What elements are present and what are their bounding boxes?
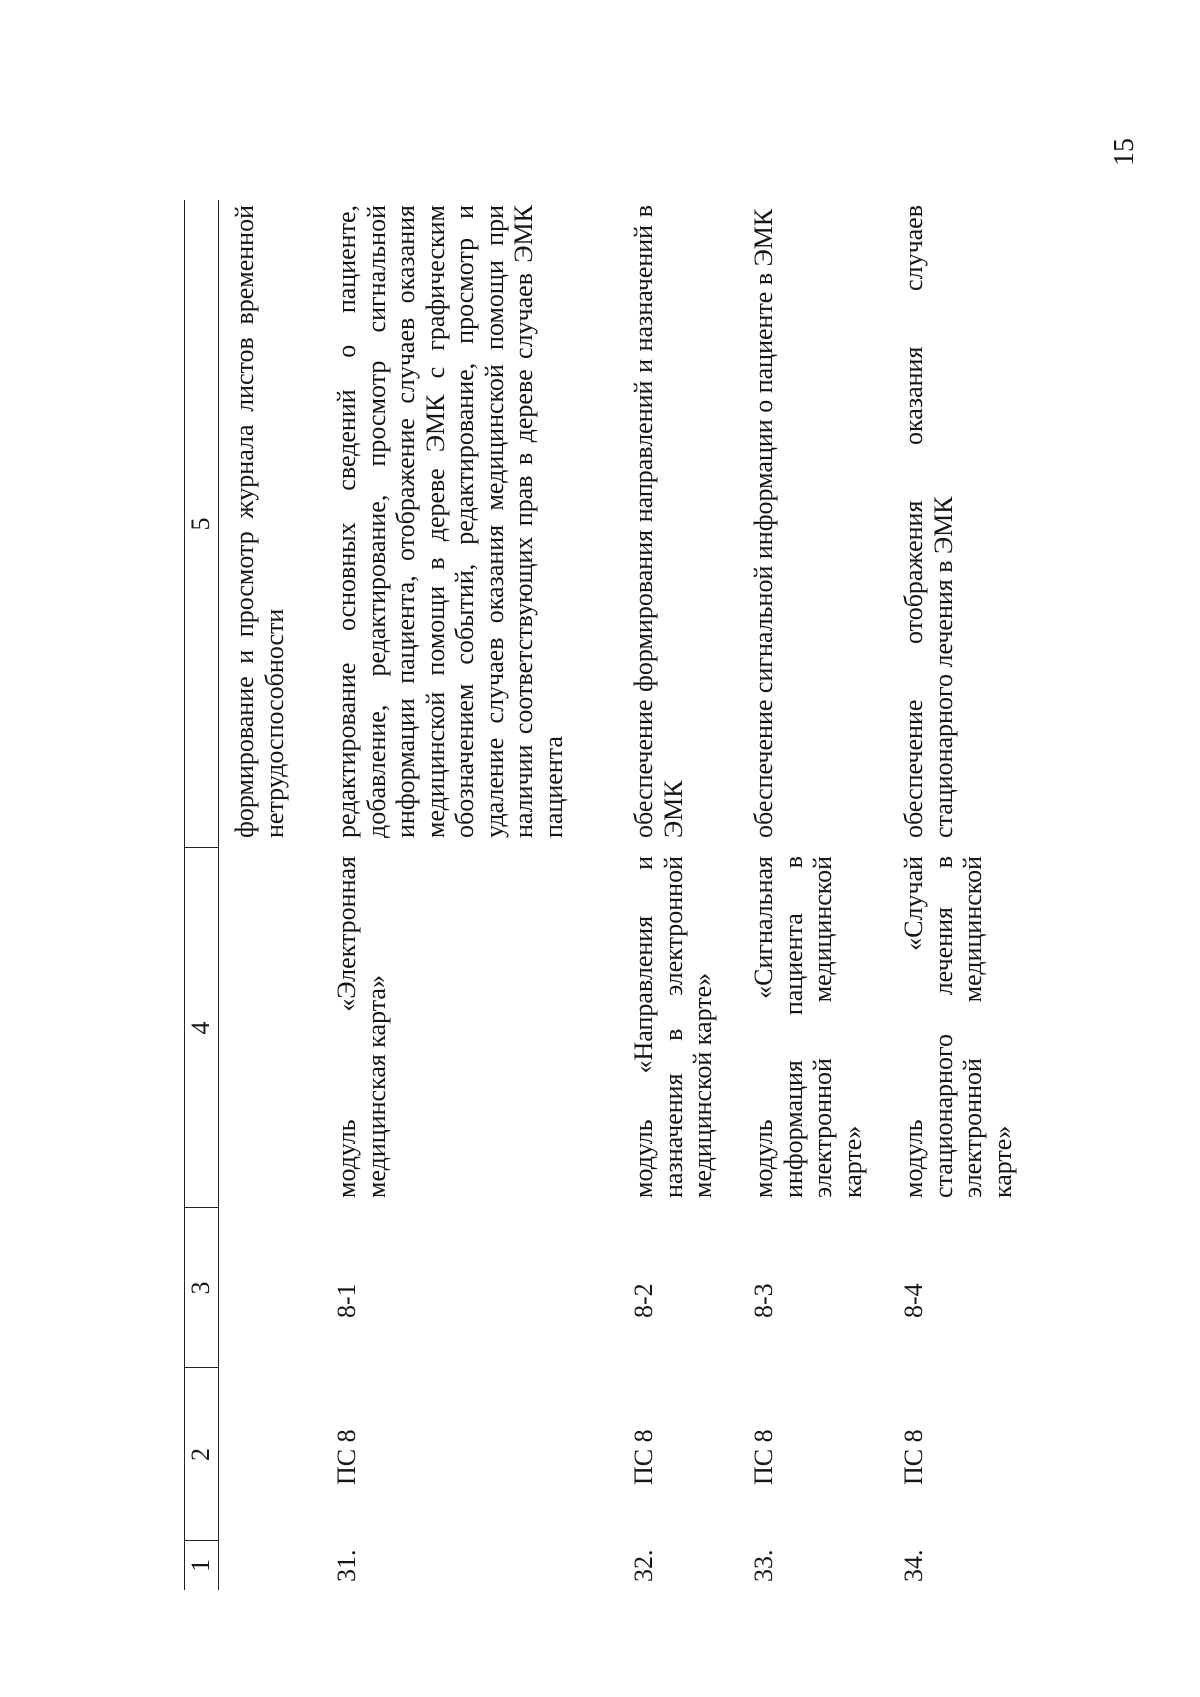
cell-function: редактирование основных сведений о пациенте, добавление, редактирование, просмотр сигнальной информации пациента, отображение случаев оказания медицинской помощи в дереве ЭМК с графическим обозначением событий, редактирование, просмотр и удаление случаев оказания медицинской помощи при наличии соответствующих прав в дереве случаев ЭМК пациента	[332, 205, 568, 838]
cell-row-number: 31.	[332, 1549, 361, 1582]
cell-code: 8-2	[629, 1283, 658, 1318]
cell-subsystem: ПС 8	[899, 1429, 928, 1485]
rotated-page-content	[184, 140, 1184, 1590]
cell-module: модуль «Случай стационарного лечения в электронной медицинской карте»	[899, 856, 1017, 1198]
modules-table	[184, 140, 1184, 1590]
cell-function: обеспечение формирования направлений и назначений в ЭМК	[629, 205, 688, 838]
page-number: 15	[1109, 138, 1140, 166]
table-header-col-1: 1	[186, 1559, 215, 1572]
cell-code: 8-1	[332, 1283, 361, 1318]
cell-subsystem: ПС 8	[332, 1429, 361, 1485]
table-header-rule	[218, 200, 219, 1590]
cell-subsystem: ПС 8	[749, 1429, 778, 1485]
table-header-col-2: 2	[186, 1448, 215, 1461]
cell-code: 8-3	[749, 1283, 778, 1318]
table-header-col-5: 5	[186, 517, 215, 531]
cell-module: модуль «Электронная медицинская карта»	[332, 856, 391, 1198]
cell-code: 8-4	[899, 1283, 928, 1318]
cell-row-number: 34.	[899, 1549, 928, 1582]
cell-module: модуль «Направления и назначения в электронной медицинской карте»	[629, 856, 717, 1198]
cell-row-number: 33.	[749, 1549, 778, 1582]
cell-module: модуль «Сигнальная информация пациента в электронной медицинской карте»	[749, 856, 867, 1198]
cell-function: формирование и просмотр журнала листов временной нетрудоспособности	[230, 205, 289, 838]
cell-function: обеспечение отображения оказания случаев стационарного лечения в ЭМК	[899, 205, 958, 838]
table-header-col-3: 3	[186, 1281, 215, 1295]
cell-subsystem: ПС 8	[629, 1429, 658, 1485]
table-header-col-4: 4	[186, 1021, 215, 1035]
cell-row-number: 32.	[629, 1549, 658, 1582]
cell-function: обеспечение сигнальной информации о пациенте в ЭМК	[749, 208, 778, 838]
